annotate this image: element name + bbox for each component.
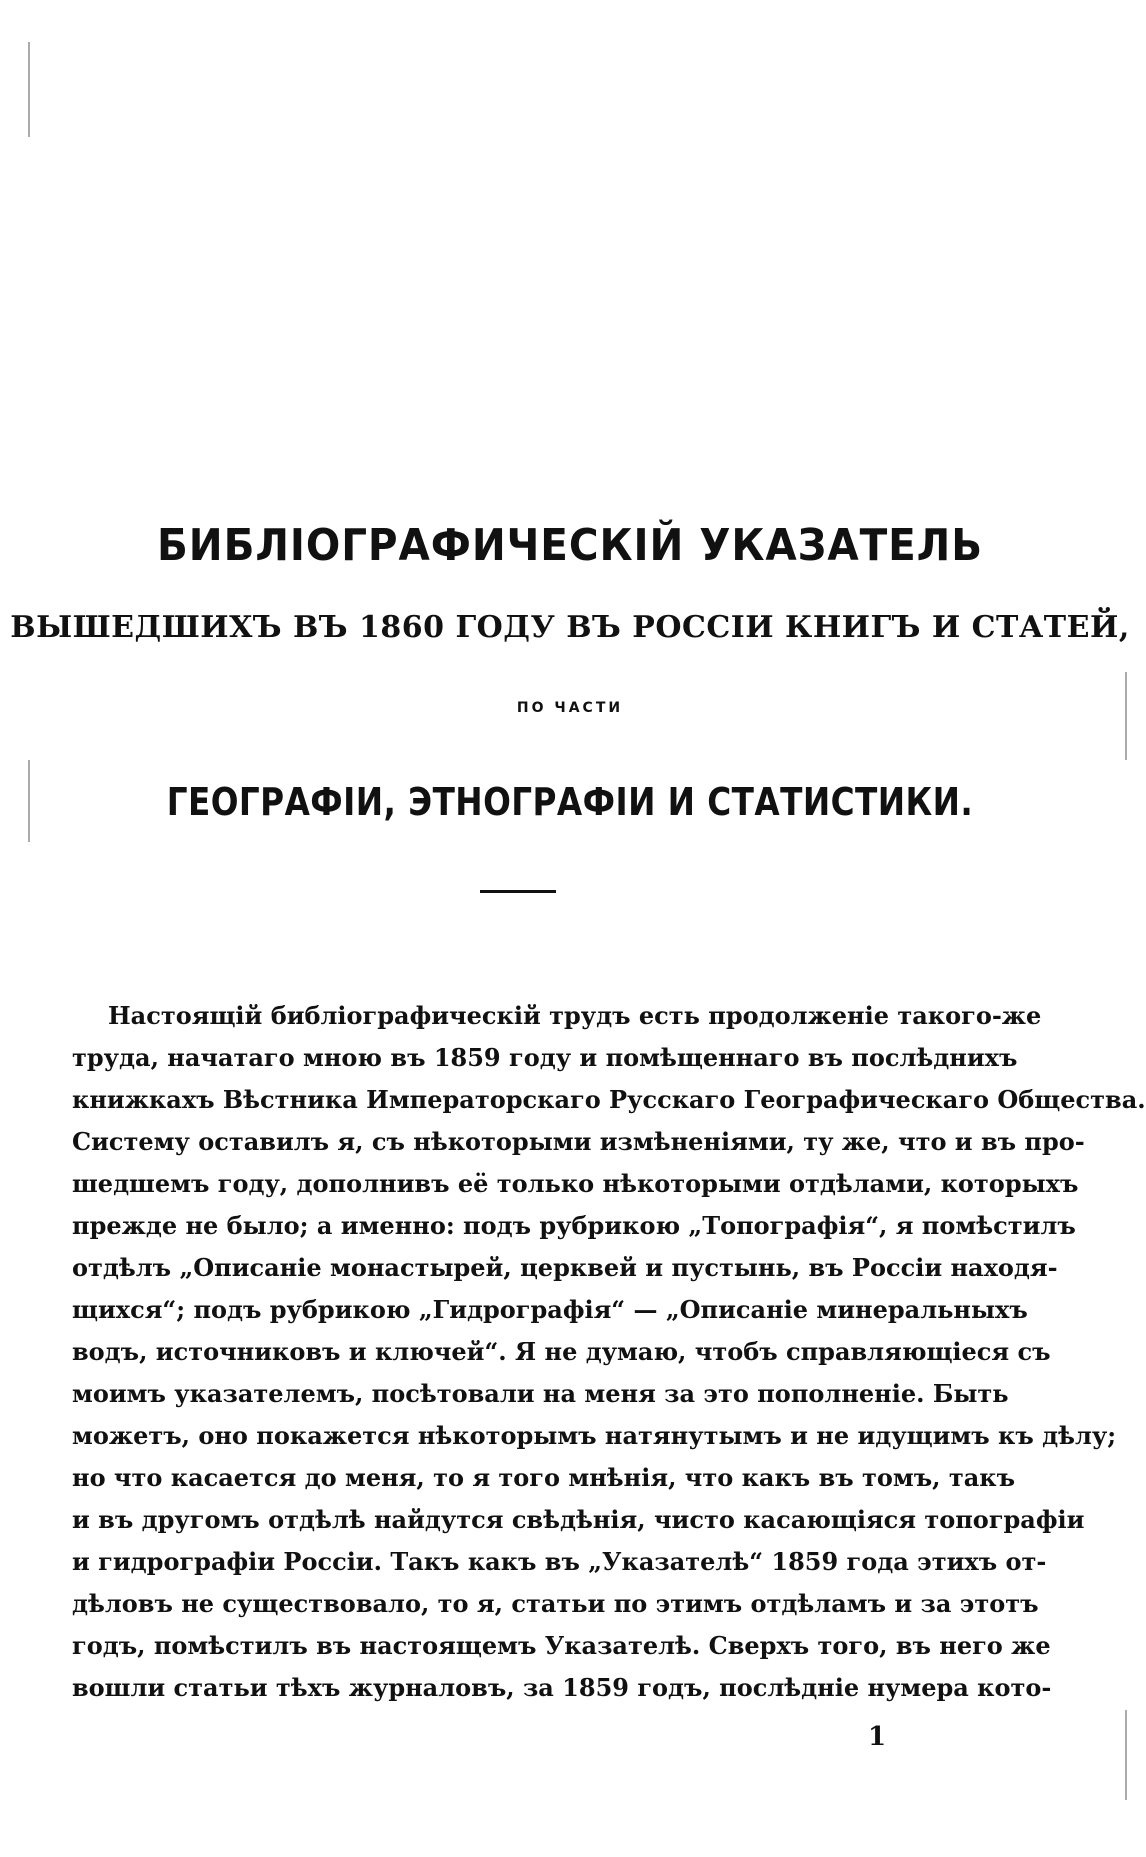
- body-line-15: дѣловъ не существовало, то я, статьи по этимъ отдѣламъ и за этотъ: [72, 1589, 1039, 1618]
- body-line-3: книжкахъ Вѣстника Императорскаго Русскаго Географическаго Общества.: [72, 1085, 1146, 1114]
- body-line-13: и въ другомъ отдѣлѣ найдутся свѣдѣнiя, чисто касающiяся топографiи: [72, 1505, 1085, 1534]
- body-line-6: прежде не было; а именно: подъ рубрикою „Топографiя“, я помѣстилъ: [72, 1211, 1076, 1240]
- document-topic-title: ГЕОГРАФIИ, ЭТНОГРАФIИ И СТАТИСТИКИ.: [166, 780, 974, 824]
- body-line-2: труда, начатаго мною въ 1859 году и помѣщеннаго въ послѣднихъ: [72, 1043, 1018, 1072]
- scan-mark-left-top: [28, 42, 30, 137]
- title-divider: [480, 890, 556, 893]
- document-title: БИБЛIОГРАФИЧЕСКIЙ УКАЗАТЕЛЬ: [157, 520, 983, 571]
- body-line-7: отдѣлъ „Описанiе монастырей, церквей и пустынь, въ Россiи находя-: [72, 1253, 1058, 1282]
- body-line-12: но что касается до меня, то я того мнѣнiя, что какъ въ томъ, такъ: [72, 1463, 1016, 1492]
- body-text: [72, 995, 1146, 1709]
- body-line-10: моимъ указателемъ, посѣтовали на меня за это пополненiе. Быть: [72, 1379, 1009, 1408]
- scan-mark-right-middle: [1125, 672, 1127, 760]
- body-line-14: и гидрографiи Россiи. Такъ какъ въ „Указателѣ“ 1859 года этихъ от-: [72, 1547, 1047, 1576]
- body-line-4: Систему оставилъ я, съ нѣкоторыми измѣненiями, ту же, что и въ про-: [72, 1127, 1085, 1156]
- body-line-17: вошли статьи тѣхъ журналовъ, за 1859 годъ, послѣднiе нумера кото-: [72, 1673, 1052, 1702]
- body-line-8: щихся“; подъ рубрикою „Гидрографiя“ — „Описанiе минеральныхъ: [72, 1295, 1028, 1324]
- page-number: 1: [867, 1722, 887, 1752]
- scan-mark-left-middle: [28, 760, 30, 842]
- body-line-1: Настоящiй библiографическiй трудъ есть продолженiе такого-же: [108, 1001, 1042, 1030]
- body-line-9: водъ, источниковъ и ключей“. Я не думаю, чтобъ справляющiеся съ: [72, 1337, 1051, 1366]
- body-line-16: годъ, помѣстилъ въ настоящемъ Указателѣ. Сверхъ того, въ него же: [72, 1631, 1051, 1660]
- document-topic-label: ПО ЧАСТИ: [516, 700, 624, 716]
- body-line-11: можетъ, оно покажется нѣкоторымъ натянутымъ и не идущимъ къ дѣлу;: [72, 1421, 1117, 1450]
- document-subtitle: ВЫШЕДШИХЪ ВЪ 1860 ГОДУ ВЪ РОССIИ КНИГЪ И СТАТЕЙ,: [10, 610, 1130, 645]
- scan-mark-right-bottom: [1125, 1710, 1127, 1800]
- body-line-5: шедшемъ году, дополнивъ её только нѣкоторыми отдѣлами, которыхъ: [72, 1169, 1079, 1198]
